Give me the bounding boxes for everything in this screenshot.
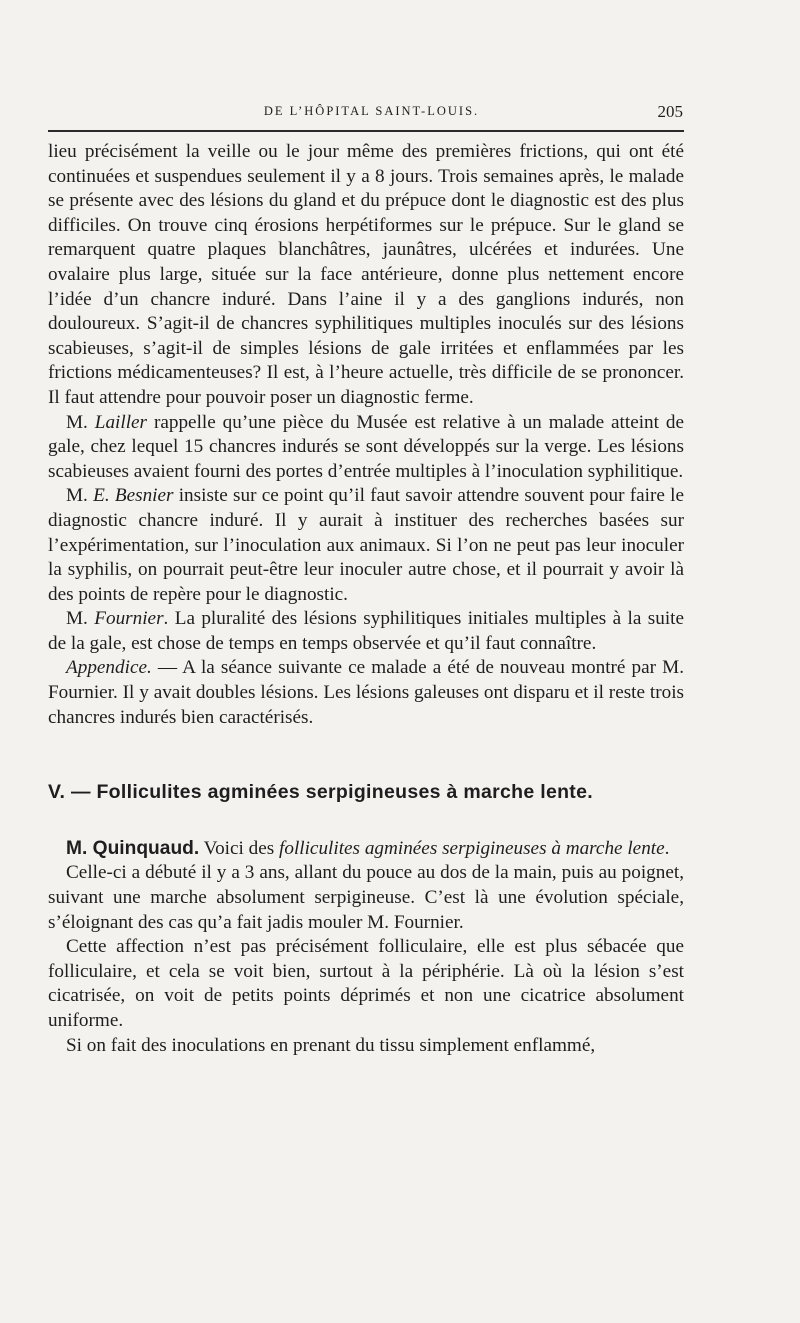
italic-text-run: Lailler (94, 411, 148, 433)
section-heading: V. — Folliculites agminées serpigineuses à marche lente. (48, 781, 593, 804)
italic-text-run: folliculites agminées serpigineuses à marche lente (279, 837, 665, 859)
paragraph (48, 140, 684, 411)
paragraph (48, 484, 684, 607)
text-run: lieu précisément la veille ou le jour même des premières frictions, qui ont été continuées et suspendues seulement il y a 8 jours. Trois semaines après, le malade se présente avec des lésions du gland et du prépuce dont le diagnostic est des plus difficiles. On trouve cinq érosions herpétiformes sur le prépuce. Sur le gland se remarquent quatre plaques blanchâtres, jaunâtres, ulcérées et indurées. Une ovalaire plus large, située sur la face antérieure, donne plus nettement encore l’idée d’un chancre induré. Dans l’aine il y a des ganglions indurés, non douloureux. S’agit-il de chancres syphilitiques multiples inoculés sur des lésions scabieuses, s’agit-il de simples lésions de gale irritées et enflammées par les frictions médicamenteuses? Il est, à l’heure actuelle, très difficile de se prononcer. Il faut attendre pour pouvoir poser un diagnostic ferme. (48, 141, 684, 408)
text-run: M. (66, 608, 95, 630)
text-run: Voici des (199, 837, 280, 859)
paragraph (48, 837, 684, 862)
paragraph (48, 935, 684, 1033)
italic-text-run: Fournier (94, 608, 164, 630)
text-run: M. (66, 485, 94, 507)
italic-text-run: Appendice. (66, 657, 152, 679)
text-run: . (664, 837, 670, 859)
paragraph (48, 656, 684, 730)
paragraph (48, 607, 684, 656)
running-title: DE L’HÔPITAL SAINT-LOUIS. (263, 104, 480, 118)
text-run: insiste sur ce point qu’il faut savoir attendre souvent pour faire le diagnostic chancre induré. Il y aurait à instituer des recherches basées sur l’expérimentation, sur l’inoculation aux animaux. Si l’on ne peut pas leur inoculer la syphilis, on pourrait peut-être leur inoculer autre chose, et il pourrait y avoir là des points de repère pour le diagnostic. (48, 485, 684, 605)
header-rule (48, 130, 684, 132)
page-header (60, 102, 683, 122)
paragraph (48, 1034, 684, 1059)
paragraph (48, 411, 684, 485)
text-run: Celle-ci a débuté il y a 3 ans, allant du pouce au dos de la main, puis au poignet, suivant une marche absolument serpigineuse. C’est là une évolution spéciale, s’éloignant des cas qu’a fait jadis mouler M. Fournier. (48, 862, 684, 933)
text-run: Si on fait des inoculations en prenant du tissu simplement enflammé, (66, 1034, 596, 1056)
text-run: Cette affection n’est pas précisément folliculaire, elle est plus sébacée que folliculaire, et cela se voit bien, surtout à la périphérie. Là où la lésion s’est cicatrisée, on voit de petits points déprimés et non une cicatrice absolument uniforme. (48, 936, 684, 1031)
body-text (48, 140, 684, 1058)
page-number: 205 (657, 102, 683, 121)
text-run: M. (66, 411, 95, 433)
text-run: rappelle qu’une pièce du Musée est relative à un malade atteint de gale, chez lequel 15 chancres indurés se sont développés sur la verge. Les lésions scabieuses avaient fourni des portes d’entrée multiples à l’inoculation syphilitique. (48, 411, 684, 482)
italic-text-run: E. Besnier (93, 485, 174, 507)
bold-sans-text-run: M. Quinquaud. (66, 837, 200, 859)
text-run: . La pluralité des lésions syphilitiques initiales multiples à la suite de la gale, est chose de temps en temps observée et qu’il faut connaître. (48, 608, 685, 654)
text-run: — A la séance suivante ce malade a été de nouveau montré par M. Fournier. Il y avait doubles lésions. Les lésions galeuses ont disparu et il reste trois chancres indurés bien caractérisés. (48, 657, 684, 728)
paragraph (48, 861, 684, 935)
